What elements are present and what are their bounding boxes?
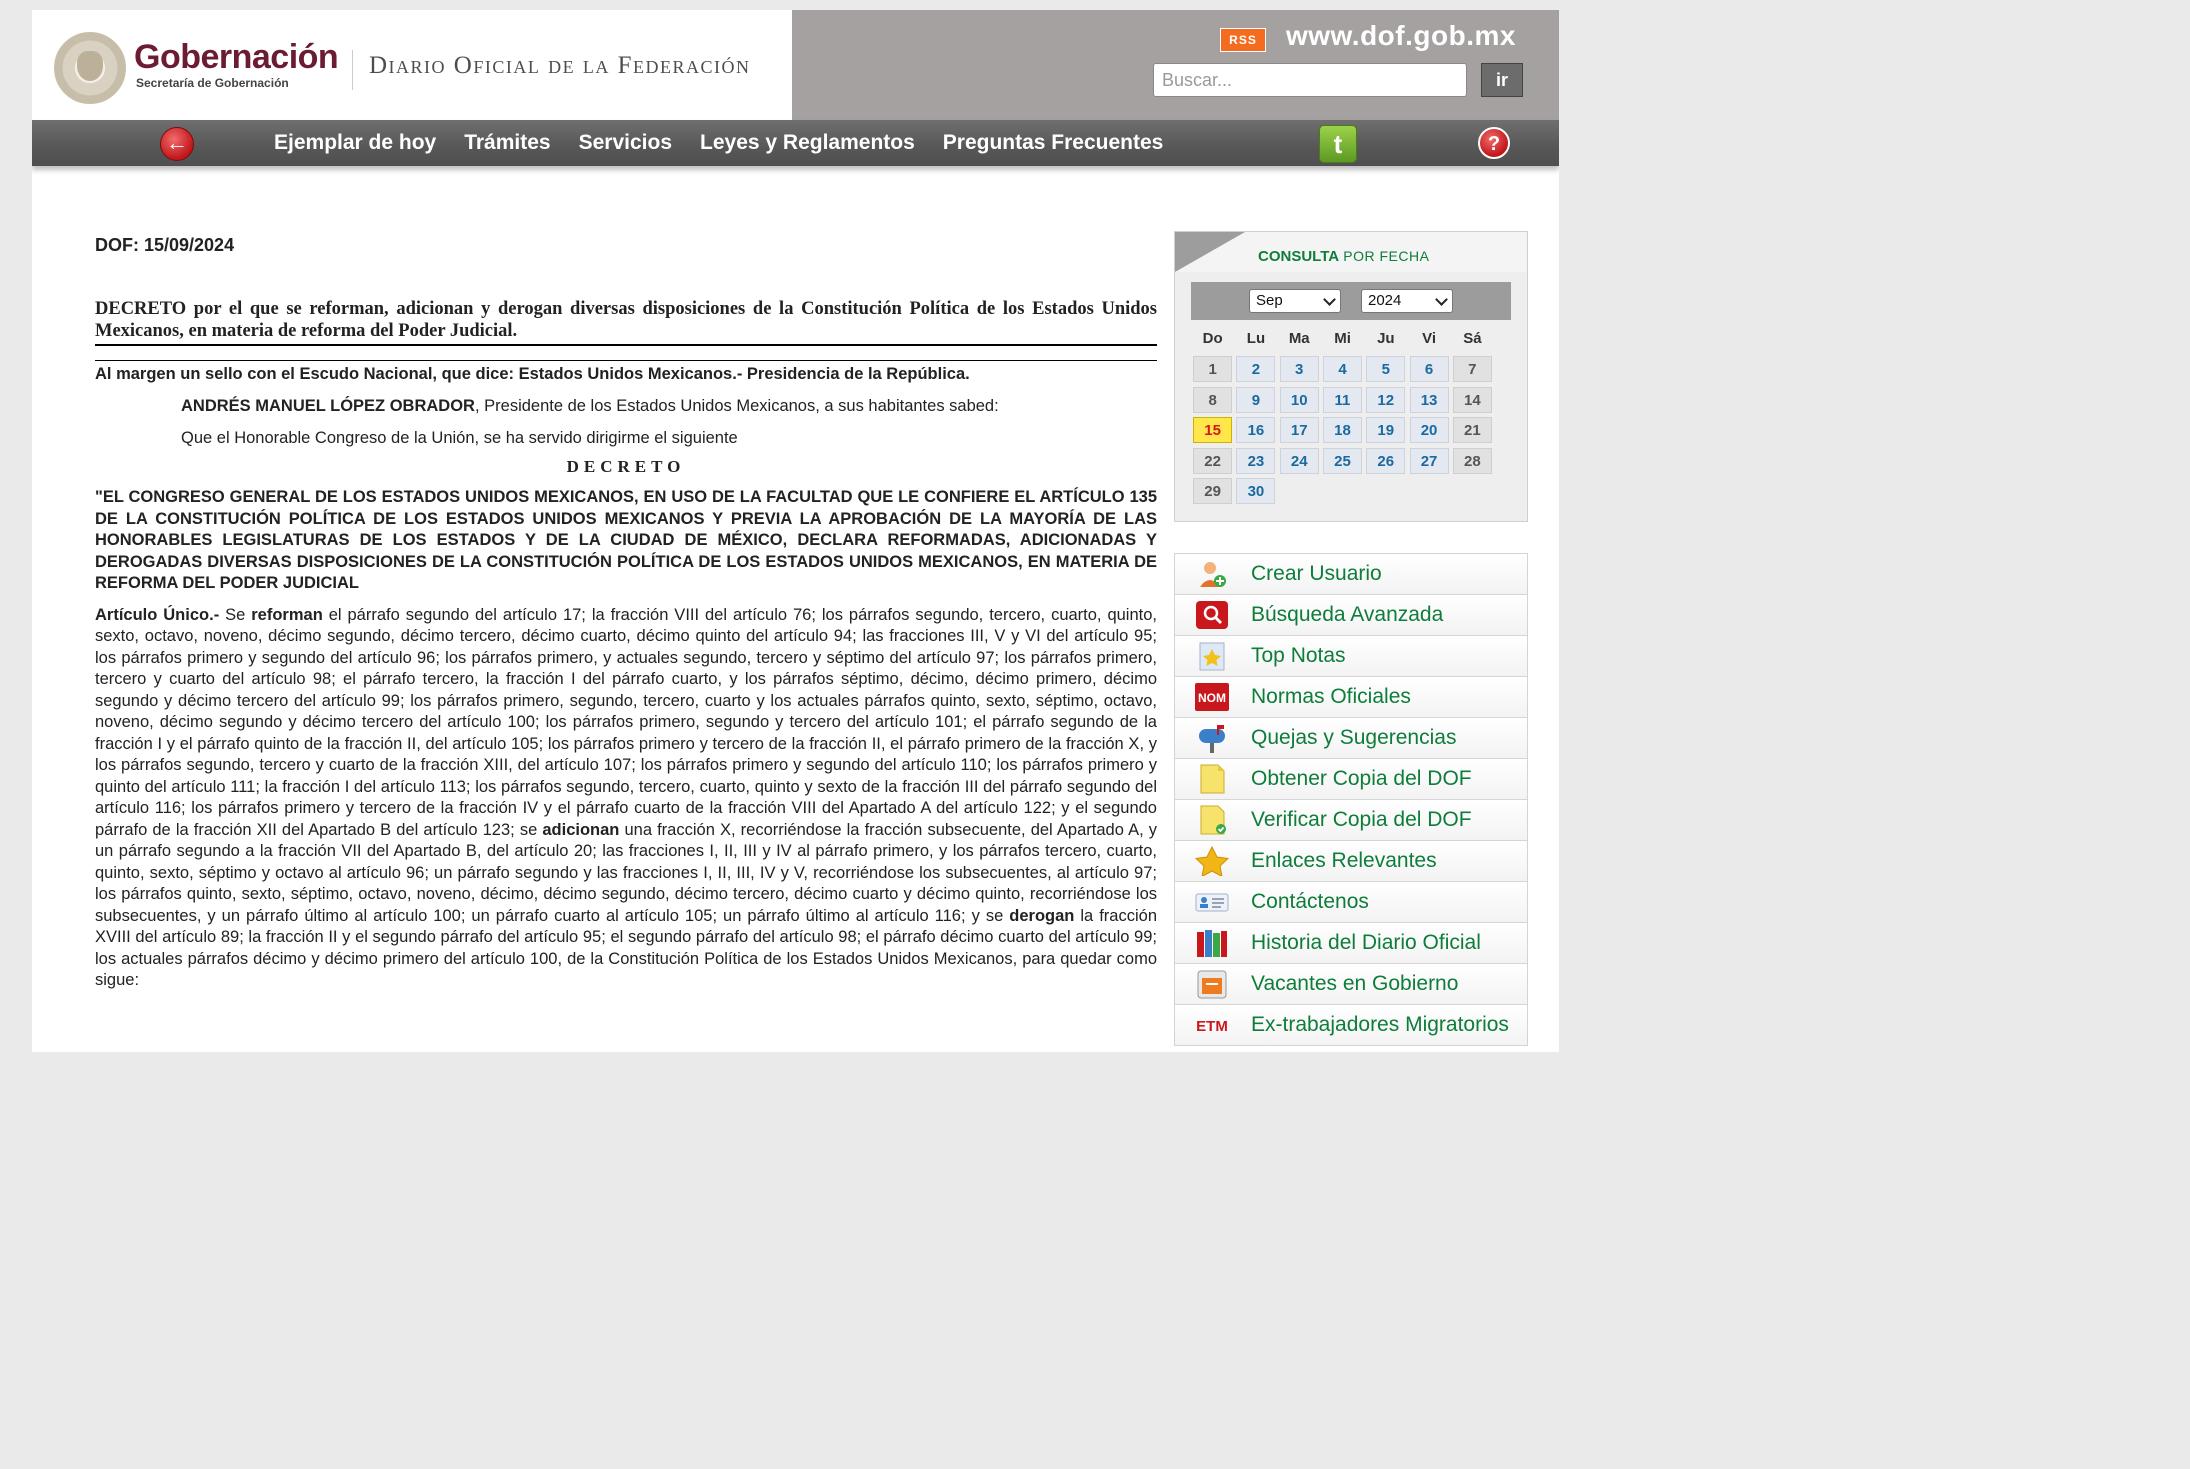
- side-menu-item[interactable]: [1175, 800, 1527, 841]
- side-menu-item[interactable]: [1175, 882, 1527, 923]
- side-menu-item[interactable]: [1175, 964, 1527, 1005]
- weekday-label: Ma: [1288, 329, 1310, 347]
- calendar-day[interactable]: 26: [1366, 448, 1405, 474]
- calendar-day[interactable]: 24: [1280, 448, 1319, 474]
- year-select-value: 2024: [1368, 292, 1402, 309]
- article-text: una fracción X, recorriéndose la fracción subsecuente, del Apartado A, y un párrafo segundo a la fracción VII del Apartado B, del artículo 20; las fracciones I, II, III y IV al párrafo primero, y los párrafos tercero, cuarto, quinto, sexto, séptimo y octavo al artículo 96; un párrafo segundo y las fracciones I, II, III, IV y V, recorriéndose los subsecuentes, al artículo 97; los párrafos quinto, sexto, séptimo, octavo, noveno, décimo, décimo segundo, décimo tercero, décimo cuarto y décimo quinto, recorriéndose los subsecuentes, y un párrafo último al artículo 100; un párrafo cuarto al artículo 105; un párrafo último al artículo 116; y se: [95, 820, 1158, 925]
- article-keyword: reforman: [251, 605, 323, 624]
- calendar-day[interactable]: 25: [1323, 448, 1362, 474]
- search-input[interactable]: [1153, 63, 1467, 97]
- calendar-day[interactable]: 8: [1193, 387, 1232, 413]
- article-label: Artículo Único.-: [95, 605, 220, 624]
- site-url[interactable]: www.dof.gob.mx: [1286, 20, 1516, 51]
- calendar-day[interactable]: 9: [1236, 387, 1275, 413]
- calendar-grid: [1191, 320, 1511, 509]
- margin-note: Al margen un sello con el Escudo Nacional, que dice: Estados Unidos Mexicanos.- Presidencia de la República.: [95, 365, 970, 383]
- calendar-day[interactable]: 27: [1410, 448, 1449, 474]
- document-content: [95, 235, 1157, 992]
- rss-button[interactable]: RSS: [1220, 28, 1266, 52]
- nav-servicios[interactable]: Servicios: [578, 131, 673, 154]
- side-menu-item[interactable]: [1175, 554, 1527, 595]
- main-nav: [32, 120, 1559, 166]
- article-text: el párrafo segundo del artículo 17; la fracción VIII del artículo 76; los párrafos segundo, tercero, cuarto, quinto, sexto, octavo, noveno, décimo segundo, décimo tercero, décimo cuarto, décimo quinto del artículo 94; las fracciones III, V y VI del artículo 95; los párrafos primero y segundo del artículo 96; los párrafos primero, y actuales segundo, tercero y séptimo del artículo 97; los párrafos primero, tercero y cuarto del artículo 98; el párrafo tercero, la fracción I del párrafo cuarto, y los párrafos séptimo, décimo, décimo primero, décimo segundo y décimo tercero del artículo 99; los párrafos primero, segundo, tercero, cuarto y los actuales párrafos quinto, sexto, séptimo, octavo, noveno, décimo segundo y décimo tercero del artículo 100; los párrafos primero, segundo y tercero del artículo 101; el párrafo segundo de la fracción I y el párrafo quinto de la fracción II, del artículo 105; los párrafos primero y tercero de la fracción II, el párrafo primero de la fracción X, y los párrafos segundo, tercero y cuarto de la fracción XIII, del artículo 107; los párrafos primero y segundo del artículo 110; los párrafos primero y quinto del artículo 111; la fracción I del artículo 113; los párrafos segundo, tercero, cuarto, quinto y sexto de la fracción III del párrafo segundo del artículo 116; los párrafos primero y tercero de la fracción IV y el párrafo cuarto de la fracción VIII del Apartado A del artículo 122; y el segundo párrafo de la fracción XII del Apartado B del artículo 123; se: [95, 605, 1157, 839]
- side-menu-item[interactable]: [1175, 1005, 1527, 1045]
- side-menu-item[interactable]: [1175, 759, 1527, 800]
- chevron-down-icon: [1323, 293, 1336, 306]
- article-keyword: adicionan: [542, 820, 620, 839]
- calendar-day[interactable]: 5: [1366, 356, 1405, 382]
- svg-text:NOM: NOM: [1198, 691, 1226, 705]
- weekday-label: Ju: [1377, 329, 1395, 347]
- side-menu-label: Vacantes en Gobierno: [1251, 972, 1459, 995]
- document-icon: [1193, 764, 1231, 794]
- side-menu-label: Ex-trabajadores Migratorios: [1251, 1013, 1509, 1036]
- calendar-day[interactable]: 20: [1410, 417, 1449, 443]
- decreto-heading: DECRETO: [566, 457, 686, 476]
- brand-divider: [352, 50, 353, 90]
- side-menu-label: Historia del Diario Oficial: [1251, 931, 1481, 954]
- calendar-empty-cell: [1453, 478, 1492, 504]
- svg-text:ETM: ETM: [1196, 1018, 1228, 1035]
- side-menu-item[interactable]: [1175, 718, 1527, 759]
- date-calendar: [1174, 231, 1528, 522]
- weekday-label: Do: [1202, 329, 1223, 347]
- calendar-week: [1191, 448, 1511, 479]
- calendar-empty-cell: [1280, 478, 1319, 504]
- national-seal-icon: [54, 32, 126, 104]
- side-menu-label: Quejas y Sugerencias: [1251, 726, 1457, 749]
- side-menu-label: Crear Usuario: [1251, 562, 1382, 585]
- side-menu-label: Verificar Copia del DOF: [1251, 808, 1472, 831]
- search-button[interactable]: ir: [1481, 63, 1523, 97]
- nav-links: [274, 120, 1191, 166]
- side-menu-item[interactable]: [1175, 841, 1527, 882]
- calendar-header: [1175, 232, 1527, 272]
- article-unico: [95, 605, 1157, 992]
- nav-preguntas-frecuentes[interactable]: Preguntas Frecuentes: [942, 131, 1164, 154]
- calendar-day[interactable]: 2: [1236, 356, 1275, 382]
- article-text: Se: [219, 605, 252, 624]
- document-check-icon: [1193, 805, 1231, 835]
- contact-card-icon: [1193, 887, 1231, 917]
- calendar-title-rest: POR FECHA: [1343, 248, 1430, 264]
- calendar-day[interactable]: 28: [1453, 448, 1492, 474]
- brand-subtitle: Secretaría de Gobernación: [136, 76, 289, 90]
- article-keyword: derogan: [1009, 906, 1075, 925]
- user-add-icon: [1193, 559, 1231, 589]
- calendar-day[interactable]: 3: [1280, 356, 1319, 382]
- side-menu-label: Top Notas: [1251, 644, 1346, 667]
- side-menu-label: Enlaces Relevantes: [1251, 849, 1437, 872]
- calendar-controls: [1191, 282, 1511, 320]
- calendar-day[interactable]: 10: [1280, 387, 1319, 413]
- calendar-day[interactable]: 12: [1366, 387, 1405, 413]
- nom-icon: [1193, 682, 1231, 712]
- weekday-label: Mi: [1334, 329, 1351, 347]
- vacancy-icon: [1193, 969, 1231, 999]
- calendar-week: [1191, 356, 1511, 387]
- header-brand: [32, 10, 792, 120]
- president-paragraph: [181, 395, 1157, 417]
- calendar-day[interactable]: 19: [1366, 417, 1405, 443]
- side-menu-item[interactable]: [1175, 595, 1527, 636]
- calendar-week: [1191, 478, 1511, 509]
- calendar-day[interactable]: 18: [1323, 417, 1362, 443]
- calendar-day[interactable]: 6: [1410, 356, 1449, 382]
- help-icon[interactable]: ?: [1478, 127, 1510, 159]
- calendar-empty-cell: [1366, 478, 1405, 504]
- nav-leyes-y-reglamentos[interactable]: Leyes y Reglamentos: [700, 131, 915, 154]
- calendar-day[interactable]: 29: [1193, 478, 1232, 504]
- title-divider: [95, 360, 1157, 361]
- president-name: ANDRÉS MANUEL LÓPEZ OBRADOR: [181, 397, 475, 415]
- calendar-week: [1191, 417, 1511, 448]
- calendar-day[interactable]: 14: [1453, 387, 1492, 413]
- calendar-day[interactable]: 4: [1323, 356, 1362, 382]
- month-select-value: Sep: [1256, 292, 1283, 309]
- dof-date: DOF: 15/09/2024: [95, 235, 235, 255]
- side-menu-item[interactable]: [1175, 636, 1527, 677]
- calendar-day[interactable]: 13: [1410, 387, 1449, 413]
- side-menu-item[interactable]: [1175, 677, 1527, 718]
- calendar-empty-cell: [1323, 478, 1362, 504]
- nav-ejemplar-de-hoy[interactable]: Ejemplar de hoy: [274, 131, 437, 154]
- side-menu: [1174, 553, 1528, 1046]
- calendar-empty-cell: [1410, 478, 1449, 504]
- weekday-row: [1191, 320, 1511, 356]
- calendar-day[interactable]: 23: [1236, 448, 1275, 474]
- calendar-day[interactable]: 11: [1323, 387, 1362, 413]
- calendar-day[interactable]: 16: [1236, 417, 1275, 443]
- calendar-week: [1191, 387, 1511, 418]
- mailbox-icon: [1193, 723, 1231, 753]
- decree-title: DECRETO por el que se reforman, adicionan y derogan diversas disposiciones de la Constitución Política de los Estados Unidos Mexicanos, en materia de reforma del Poder Judicial.: [95, 298, 1157, 346]
- weekday-label: Sá: [1463, 329, 1482, 347]
- star-note-icon: [1193, 641, 1231, 671]
- side-menu-label: Obtener Copia del DOF: [1251, 767, 1472, 790]
- congress-paragraph: Que el Honorable Congreso de la Unión, se ha servido dirigirme el siguiente: [181, 429, 738, 447]
- side-menu-label: Normas Oficiales: [1251, 685, 1411, 708]
- etm-icon: [1193, 1010, 1231, 1040]
- calendar-day[interactable]: 17: [1280, 417, 1319, 443]
- nav-tramites[interactable]: Trámites: [464, 131, 551, 154]
- twitter-icon[interactable]: t: [1319, 125, 1357, 163]
- decree-preamble: "EL CONGRESO GENERAL DE LOS ESTADOS UNIDOS MEXICANOS, EN USO DE LA FACULTAD QUE LE CONFIERE EL ARTÍCULO 135 DE LA CONSTITUCIÓN POLÍTICA DE LOS ESTADOS UNIDOS MEXICANOS Y PREVIA LA APROBACIÓN DE LA MAYORÍA DE LAS HONORABLES LEGISLATURAS DE LOS ESTADOS Y DE LA CIUDAD DE MÉXICO, DECLARA REFORMADAS, ADICIONADAS Y DEROGADAS DIVERSAS DISPOSICIONES DE LA CONSTITUCIÓN POLÍTICA DE LOS ESTADOS UNIDOS MEXICANOS, EN MATERIA DE REFORMA DEL PODER JUDICIAL: [95, 488, 1157, 592]
- page: [32, 10, 1559, 1052]
- year-select[interactable]: [1361, 289, 1453, 313]
- calendar-day[interactable]: 1: [1193, 356, 1232, 382]
- star-icon: [1193, 846, 1231, 876]
- calendar-title-strong: CONSULTA: [1258, 248, 1340, 265]
- side-menu-label: Búsqueda Avanzada: [1251, 603, 1444, 626]
- search-icon: [1193, 600, 1231, 630]
- calendar-day[interactable]: 30: [1236, 478, 1275, 504]
- calendar-header-wedge: [1175, 232, 1245, 272]
- chevron-down-icon: [1435, 293, 1448, 306]
- calendar-day[interactable]: 7: [1453, 356, 1492, 382]
- books-icon: [1193, 928, 1231, 958]
- calendar-day[interactable]: 21: [1453, 417, 1492, 443]
- side-menu-label: Contáctenos: [1251, 890, 1369, 913]
- back-arrow-icon[interactable]: ←: [160, 127, 194, 161]
- calendar-title: [1258, 248, 1429, 265]
- article-text: la fracción XVIII del artículo 89; la fracción II y el segundo párrafo del artículo 95; el segundo párrafo del artículo 98; el párrafo décimo cuarto del artículo 99; los actuales párrafos décimo y décimo primero del artículo 100, de la Constitución Política de los Estados Unidos Mexicanos, para quedar como sigue:: [95, 906, 1157, 989]
- calendar-day[interactable]: 15: [1193, 417, 1232, 443]
- weekday-label: Lu: [1246, 329, 1266, 347]
- president-text: , Presidente de los Estados Unidos Mexicanos, a sus habitantes sabed:: [474, 397, 999, 415]
- month-select[interactable]: [1249, 289, 1341, 313]
- brand-name[interactable]: Gobernación: [134, 38, 339, 76]
- calendar-day[interactable]: 22: [1193, 448, 1232, 474]
- side-menu-item[interactable]: [1175, 923, 1527, 964]
- publication-title[interactable]: Diario Oficial de la Federación: [369, 52, 751, 79]
- weekday-label: Vi: [1422, 329, 1437, 347]
